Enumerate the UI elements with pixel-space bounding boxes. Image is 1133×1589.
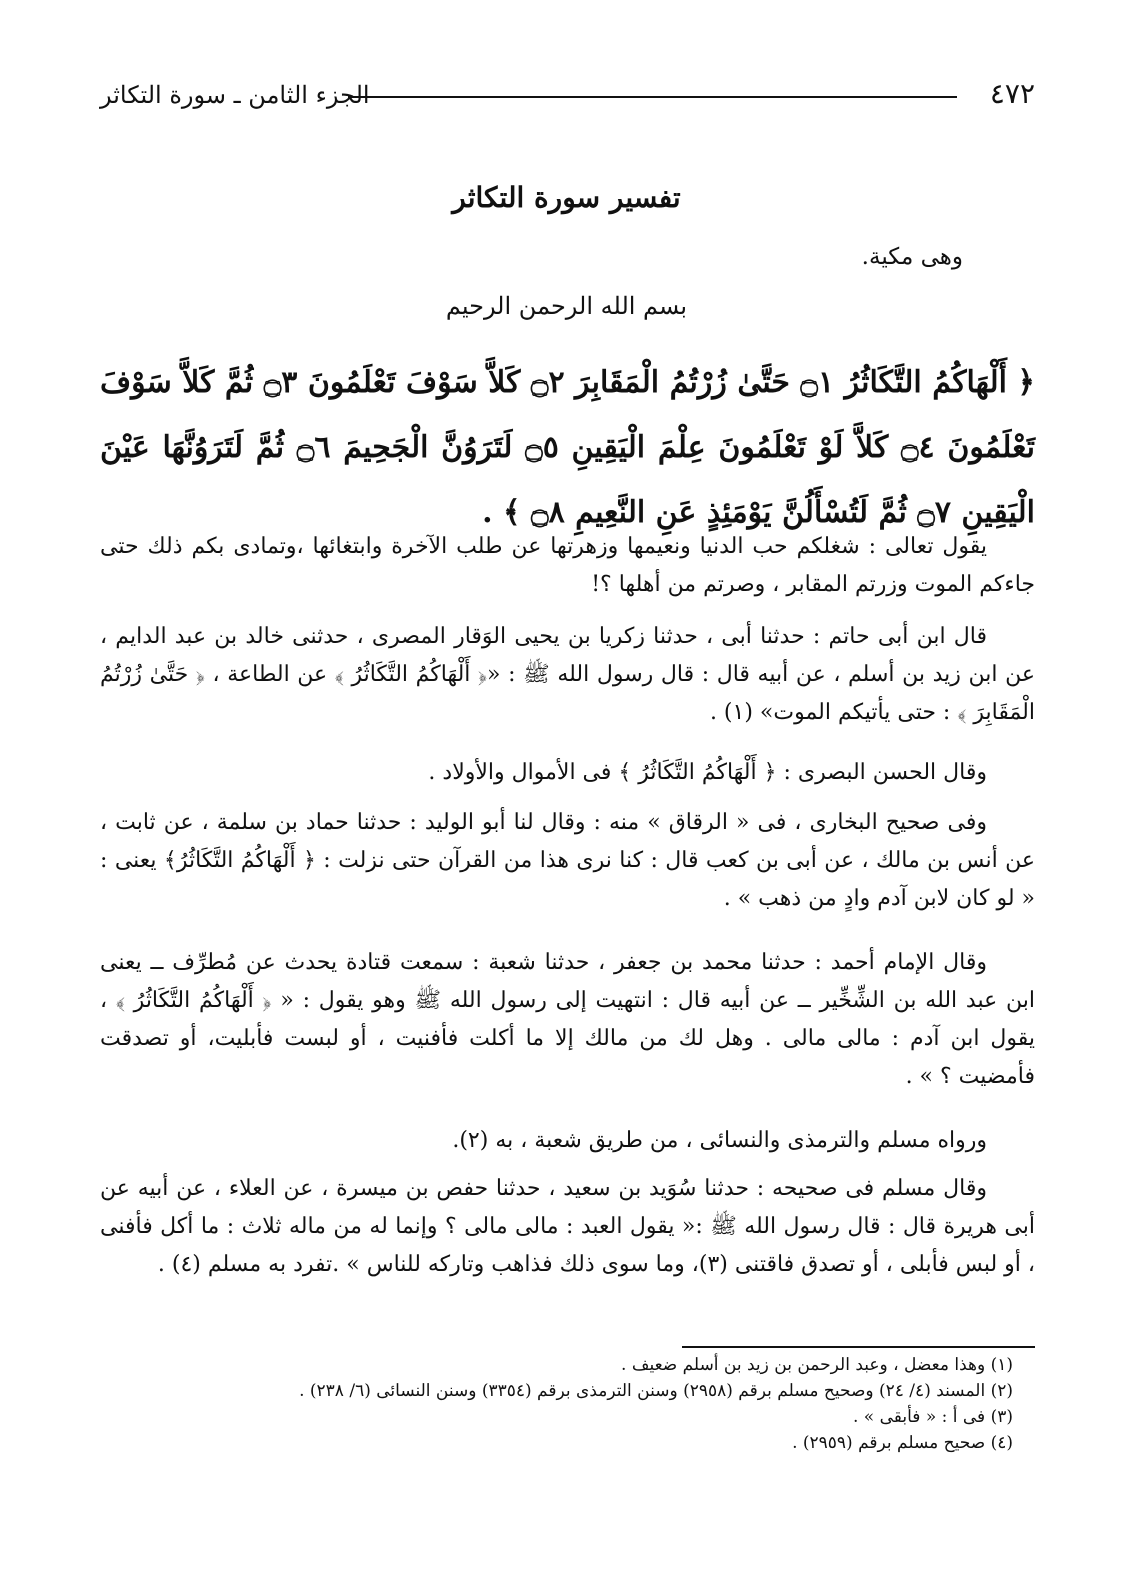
basmala: بسم الله الرحمن الرحيم [445, 292, 688, 320]
commentary-paragraph-6: ورواه مسلم والترمذى والنسائى ، من طريق شعبة ، به (٢). [452, 1128, 987, 1153]
commentary-paragraph-4: وفى صحيح البخارى ، فى « الرقاق » منه : وقال لنا أبو الوليد : حدثنا حماد بن سلمة ، عن ثابت ، عن أنس بن مالك ، عن أبى بن كعب قال : كنا نرى هذا من القرآن حتى نزلت : ﴿ أَلْهَاكُمُ التَّكَاثُرُ﴾ يعنى : « لو كان لابن آدم وادٍ من ذهب » . [100, 810, 1035, 911]
commentary-paragraph-2: قال ابن أبى حاتم : حدثنا أبى ، حدثنا زكريا بن يحيى الوَقار المصرى ، حدثنى خالد بن عبد الدايم ، عن ابن زيد بن أسلم ، عن أبيه قال : قال رسول الله ﷺ : «﴿ أَلْهَاكُمُ التَّكَاثُرُ ﴾ عن الطاعة ، ﴿ حَتَّىٰ زُرْتُمُ الْمَقَابِرَ ﴾ : حتى يأتيكم الموت» (١) . [100, 624, 1035, 725]
page-number: ٤٧٢ [989, 77, 1035, 110]
header-rule [348, 96, 957, 98]
page-header [100, 76, 1035, 112]
commentary-paragraph-3: وقال الحسن البصرى : ﴿ أَلْهَاكُمُ التَّكَاثُرُ ﴾ فى الأموال والأولاد . [428, 760, 987, 785]
footnote-2: (٢) المسند (٤/ ٢٤) وصحيح مسلم برقم (٢٩٥٨) وسنن الترمذى برقم (٣٣٥٤) وسنن النسائى (٦/ ٢٣٨) . [299, 1381, 1013, 1401]
meccan-note: وهى مكية. [861, 244, 963, 270]
commentary-paragraph-1: يقول تعالى : شغلكم حب الدنيا ونعيمها وزهرتها عن طلب الآخرة وابتغائها ،وتمادى بكم ذلك حتى جاءكم الموت وزرتم المقابر ، وصرتم من أهلها ؟! [100, 534, 1035, 597]
running-title: الجزء الثامن ـ سورة التكاثر [100, 81, 370, 109]
commentary-paragraph-5: وقال الإمام أحمد : حدثنا محمد بن جعفر ، حدثنا شعبة : سمعت قتادة يحدث عن مُطرِّف ــ يعنى ابن عبد الله بن الشِّخِّير ــ عن أبيه قال : انتهيت إلى رسول الله ﷺ وهو يقول : « ﴿ أَلْهَاكُمُ التَّكَاثُرُ ﴾ ، يقول ابن آدم : مالى مالى . وهل لك من مالك إلا ما أكلت فأفنيت ، أو لبست فأبليت، أو تصدقت فأمضيت ؟ » . [100, 950, 1035, 1089]
footnote-1: (١) وهذا معضل ، وعبد الرحمن بن زيد بن أسلم ضعيف . [621, 1355, 1013, 1375]
commentary-paragraph-7: وقال مسلم فى صحيحه : حدثنا سُوَيد بن سعيد ، حدثنا حفص بن ميسرة ، عن العلاء ، عن أبيه عن أبى هريرة قال : قال رسول الله ﷺ :« يقول العبد : مالى مالى ؟ وإنما له من ماله ثلاث : ما أكل فأفنى ، أو لبس فأبلى ، أو تصدق فاقتنى (٣)، وما سوى ذلك فذاهب وتاركه للناس » .تفرد به مسلم (٤) . [100, 1176, 1035, 1277]
surah-title: تفسير سورة التكاثر [452, 181, 681, 214]
quran-verses: ﴿ أَلْهَاكُمُ التَّكَاثُرُ ۝١ حَتَّىٰ زُرْتُمُ الْمَقَابِرَ ۝٢ كَلاَّ سَوْفَ تَعْلَمُونَ ۝٣ ثُمَّ كَلاَّ سَوْفَ تَعْلَمُونَ ۝٤ كَلاَّ لَوْ تَعْلَمُونَ عِلْمَ الْيَقِينِ ۝٥ لَتَرَوُنَّ الْجَحِيمَ ۝٦ ثُمَّ لَتَرَوُنَّهَا عَيْنَ الْيَقِينِ ۝٧ ثُمَّ لَتُسْأَلُنَّ يَوْمَئِذٍ عَنِ النَّعِيمِ ۝٨ ﴾ . [100, 365, 1035, 530]
footnote-4: (٤) صحيح مسلم برقم (٢٩٥٩) . [792, 1433, 1013, 1453]
footnote-rule [682, 1346, 1035, 1348]
footnote-3: (٣) فى أ : « فأبقى » . [853, 1407, 1013, 1427]
footnotes [299, 1352, 1013, 1456]
